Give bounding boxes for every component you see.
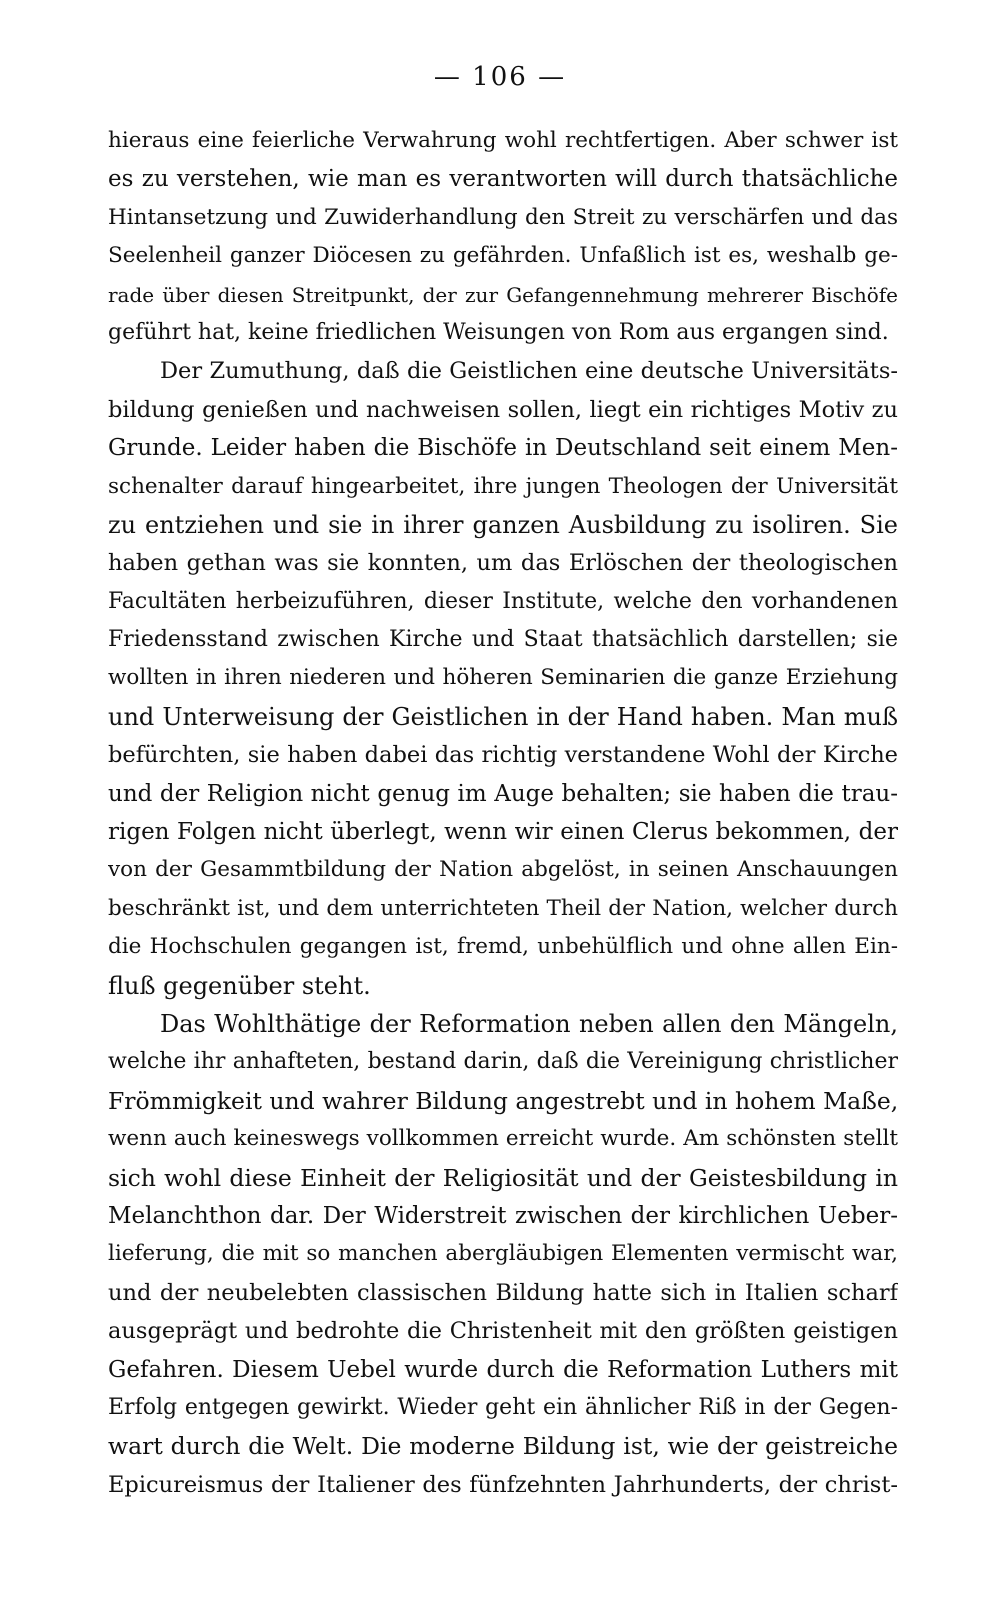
text-line: die Hochschulen gegangen ist, fremd, unbehülflich und ohne allen Ein- [108, 934, 898, 960]
text-line: wenn auch keineswegs vollkommen erreicht wurde. Am schönsten stellt [108, 1126, 898, 1152]
text-line: Melanchthon dar. Der Widerstreit zwischen der kirchlichen Ueber- [108, 1202, 898, 1229]
text-line: Hintansetzung und Zuwiderhandlung den Streit zu verschärfen und das [108, 204, 898, 230]
text-line: Gefahren. Diesem Uebel wurde durch die Reformation Luthers mit [108, 1356, 898, 1383]
text-line: bildung genießen und nachweisen sollen, liegt ein richtiges Motiv zu [108, 396, 898, 423]
text-line: fluß gegenüber steht. [108, 971, 371, 1000]
text-line: hieraus eine feierliche Verwahrung wohl rechtfertigen. Aber schwer ist [108, 128, 898, 153]
text-line: zu entziehen und sie in ihrer ganzen Ausbildung zu isoliren. Sie [108, 510, 898, 539]
text-line: Erfolg entgegen gewirkt. Wieder geht ein ähnlicher Riß in der Gegen- [108, 1394, 898, 1420]
text-line: haben gethan was sie konnten, um das Erlöschen der theologischen [108, 550, 898, 577]
text-line: es zu verstehen, wie man es verantworten will durch thatsächliche [108, 166, 898, 193]
page-number: — 106 — [433, 62, 567, 92]
text-line: sich wohl diese Einheit der Religiosität und der Geistesbildung in [108, 1163, 898, 1192]
text-line: Frömmigkeit und wahrer Bildung angestrebt und in hohem Maße, [108, 1086, 898, 1115]
text-line: und der Religion nicht genug im Auge behalten; sie haben die trau- [108, 780, 898, 807]
text-line: geführt hat, keine friedlichen Weisungen von Rom aus ergangen sind. [108, 319, 889, 345]
text-line: und Unterweisung der Geistlichen in der Hand haben. Man muß [108, 702, 898, 731]
text-line: welche ihr anhafteten, bestand darin, daß die Vereinigung christlicher [108, 1049, 898, 1075]
text-line: wart durch die Welt. Die moderne Bildung ist, wie der geistreiche [108, 1432, 898, 1461]
text-line: Der Zumuthung, daß die Geistlichen eine deutsche Universitäts- [160, 358, 898, 385]
text-line: befürchten, sie haben dabei das richtig verstandene Wohl der Kirche [108, 742, 898, 769]
text-line: Friedensstand zwischen Kirche und Staat thatsächlich darstellen; sie [108, 627, 898, 653]
text-line: und der neubelebten classischen Bildung hatte sich in Italien scharf [108, 1279, 898, 1306]
body-text [108, 122, 898, 1504]
text-line: Grunde. Leider haben die Bischöfe in Deutschland seit einem Men- [108, 435, 898, 462]
text-line: Facultäten herbeizuführen, dieser Institute, welche den vorhandenen [108, 588, 898, 614]
text-line: lieferung, die mit so manchen abergläubigen Elementen vermischt war, [108, 1241, 898, 1267]
text-line: Seelenheil ganzer Diöcesen zu gefährden. Unfaßlich ist es, weshalb ge- [108, 243, 898, 269]
text-line: Epicureismus der Italiener des fünfzehnten Jahrhunderts, der christ- [108, 1471, 898, 1498]
text-line: rade über diesen Streitpunkt, der zur Gefangennehmung mehrerer Bischöfe [108, 282, 898, 307]
text-line: rigen Folgen nicht überlegt, wenn wir einen Clerus bekommen, der [108, 819, 898, 846]
text-line: ausgeprägt und bedrohte die Christenheit mit den größten geistigen [108, 1318, 898, 1345]
text-line: Das Wohlthätige der Reformation neben allen den Mängeln, [160, 1009, 898, 1038]
text-line: wollten in ihren niederen und höheren Seminarien die ganze Erziehung [108, 665, 898, 691]
text-line: beschränkt ist, und dem unterrichteten Theil der Nation, welcher durch [108, 895, 898, 921]
text-line: von der Gesammtbildung der Nation abgelöst, in seinen Anschauungen [108, 857, 898, 883]
text-line: schenalter darauf hingearbeitet, ihre jungen Theologen der Universität [108, 473, 898, 499]
